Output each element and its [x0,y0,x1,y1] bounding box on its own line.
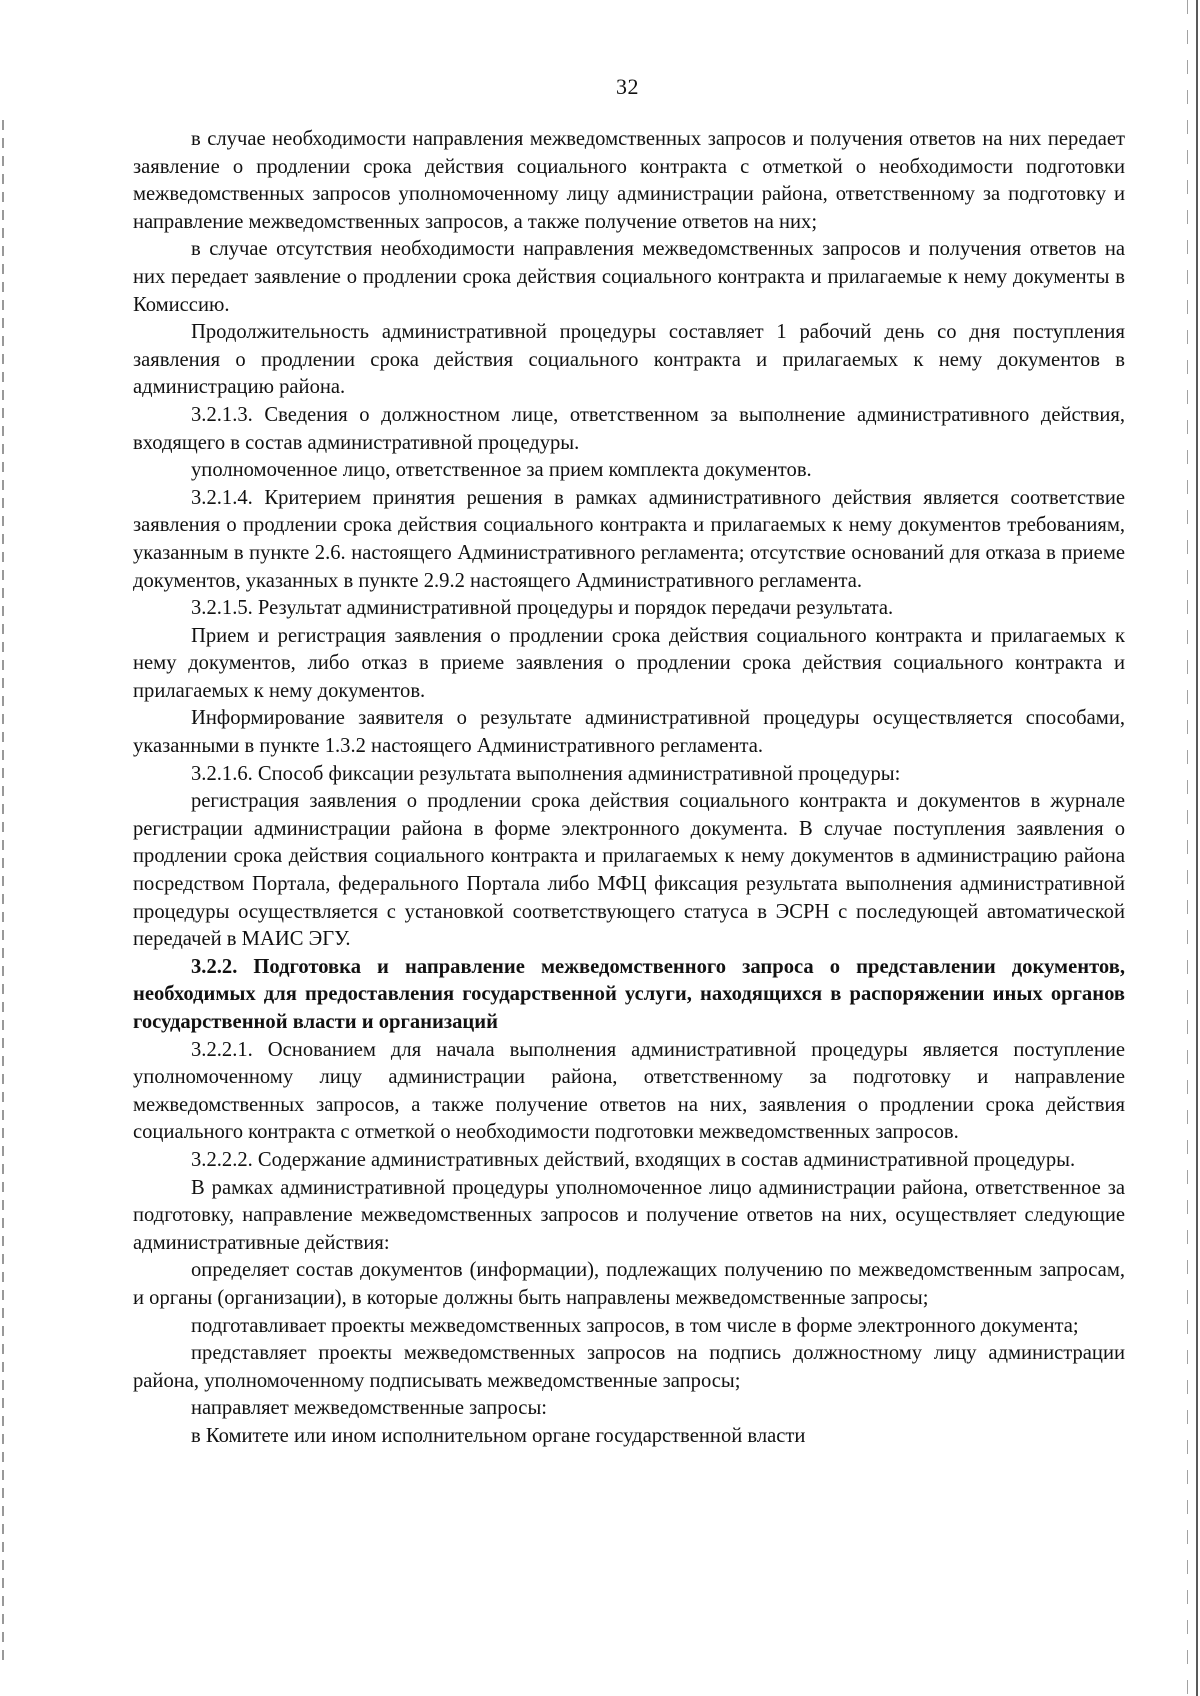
scan-edge-left [2,120,4,1660]
paragraph: В рамках административной процедуры уполномоченное лицо администрации района, ответственное за подготовку, направление межведомственных запросов и получение ответов на них, осуществляет следующие административные действия: [133,1176,1125,1254]
paragraph: в случае отсутствия необходимости направления межведомственных запросов и получения ответов на них передает заявление о продлении срока действия социального контракта и прилагаемые к нему документы в Комиссию. [133,238,1125,316]
paragraph: регистрация заявления о продлении срока действия социального контракта и документов в журнале регистрации администрации района в форме электронного документа. В случае поступления заявления о продлении срока действия социального контракта и прилагаемых к нему документов в администрацию района посредством Портала, федерального Портала либо МФЦ фиксация результата выполнения административной процедуры осуществляется с установкой соответствующего статуса в ЭСРН с последующей автоматической передачей в МАИС ЭГУ. [133,790,1125,951]
paragraph: 3.2.1.4. Критерием принятия решения в рамках административного действия является соответствие заявления о продлении срока действия социального контракта и прилагаемых к нему документов требованиям, указанным в пункте 2.6. настоящего Административного регламента; отсутствие оснований для отказа в приеме документов, указанных в пункте 2.9.2 настоящего Административного регламента. [133,486,1125,592]
paragraph: 3.2.2.2. Содержание административных действий, входящих в состав административной процедуры. [191,1148,1076,1171]
paragraph: в Комитете или ином исполнительном органе государственной власти [191,1424,806,1447]
paragraph: 3.2.2.1. Основанием для начала выполнения административной процедуры является поступление уполномоченному лицу администрации района, ответственному за подготовку и направление межведомственных запросов, а также получение ответов на них, заявления о продлении срока действия социального контракта с отметкой о необходимости подготовки межведомственных запросов. [133,1038,1125,1144]
paragraph: представляет проекты межведомственных запросов на подпись должностному лицу администрации района, уполномоченному подписывать межведомственные запросы; [133,1342,1125,1392]
scan-edge-right [1196,0,1198,1696]
page-number: 32 [616,74,639,99]
paragraph: в случае необходимости направления межведомственных запросов и получения ответов на них передает заявление о продлении срока действия социального контракта с отметкой о необходимости подготовки межведомственных запросов уполномоченному лицу администрации района, ответственному за подготовку и направление межведомственных запросов, а также получение ответов на них; [133,128,1125,233]
paragraph: 3.2.1.6. Способ фиксации результата выполнения административной процедуры: [191,762,901,785]
paragraph: Прием и регистрация заявления о продлении срока действия социального контракта и прилагаемых к нему документов, либо отказ в приеме заявления о продлении срока действия социального контракта и прилагаемых к нему документов. [133,624,1125,702]
paragraph: 3.2.1.5. Результат административной процедуры и порядок передачи результата. [191,597,894,620]
paragraph: уполномоченное лицо, ответственное за прием комплекта документов. [191,459,812,482]
paragraph: Информирование заявителя о результате административной процедуры осуществляется способами, указанными в пункте 1.3.2 настоящего Административного регламента. [133,707,1125,758]
paragraph: подготавливает проекты межведомственных запросов, в том числе в форме электронного документа; [191,1314,1079,1337]
paragraph: 3.2.1.3. Сведения о должностном лице, ответственном за выполнение административного действия, входящего в состав административной процедуры. [133,403,1125,454]
paragraph: определяет состав документов (информации), подлежащих получению по межведомственным запросам, и органы (организации), в которые должны быть направлены межведомственные запросы; [133,1259,1125,1309]
paragraph: направляет межведомственные запросы: [191,1397,548,1420]
scan-edge-right-inner [1187,0,1188,1696]
document-body [133,126,1125,1451]
section-heading: 3.2.2. Подготовка и направление межведомственного запроса о представлении документов, необходимых для предоставления государственной услуги, находящихся в распоряжении иных органов государственной власти и организаций [133,955,1125,1033]
paragraph: Продолжительность административной процедуры составляет 1 рабочий день со дня поступления заявления о продлении срока действия социального контракта и прилагаемых к нему документов в администрацию района. [133,321,1125,399]
